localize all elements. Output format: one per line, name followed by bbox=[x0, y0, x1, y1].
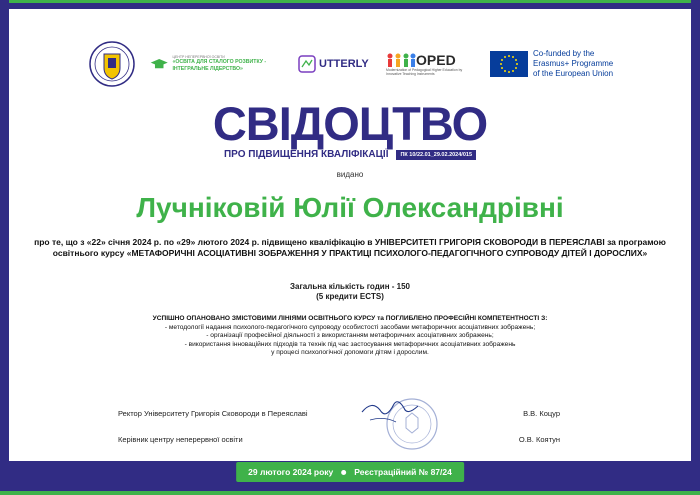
eu-flag-icon bbox=[490, 51, 528, 77]
edu-logo-top: ЦЕНТР НЕПЕРЕРВНОЇ ОСВІТИ bbox=[172, 55, 225, 59]
certificate-subtitle: ПРО ПІДВИЩЕННЯ КВАЛІФІКАЦІЇ bbox=[223, 149, 389, 160]
oped-people-icon bbox=[386, 52, 416, 68]
signatory-role: Ректор Університету Григорія Сковороди в Переяславі bbox=[118, 409, 308, 418]
recipient-name: Лучніковій Юлії Олександрівні bbox=[136, 192, 564, 223]
competence-item: - використання інноваційних підходів та технік під час застосування метафоричних асоціативних зображень bbox=[184, 340, 516, 348]
signature-row-head bbox=[118, 435, 560, 444]
hours-total: Загальна кількість годин - 150 bbox=[290, 282, 410, 291]
signatory-role: Керівник центру неперервної освіти bbox=[118, 435, 243, 444]
university-crest-icon bbox=[88, 40, 136, 88]
eu-line-2: Erasmus+ Programme bbox=[533, 59, 614, 68]
top-green-band bbox=[0, 0, 700, 3]
signatory-name: О.В. Коятун bbox=[518, 435, 560, 444]
hours-block bbox=[0, 282, 700, 302]
competence-item: у процесі психологічної допомоги дітям і дорослим. bbox=[271, 349, 429, 356]
education-center-logo bbox=[150, 55, 290, 73]
logo-row bbox=[88, 38, 660, 90]
registration-code: ПК 10/22.01_29.02.2024/015 bbox=[396, 150, 476, 160]
oped-logo-text: OPED bbox=[416, 51, 456, 68]
subtitle-row bbox=[0, 149, 700, 160]
competence-block bbox=[30, 315, 670, 358]
left-frame bbox=[0, 0, 9, 495]
separator-dot-icon bbox=[341, 470, 346, 475]
graduation-cap-icon bbox=[150, 55, 168, 73]
hours-credits: (5 кредити ECTS) bbox=[316, 292, 384, 301]
competence-item: - організації професійної діяльності з використанням метафоричних асоціативних зображень; bbox=[206, 332, 494, 339]
certificate-title: СВІДОЦТВО bbox=[212, 97, 488, 150]
signature-row-rector bbox=[118, 409, 560, 418]
competence-item: - методології надання психолого-педагогічного супроводу особистості засобами метафоричних асоціативних зображень; bbox=[164, 323, 536, 331]
utterly-logo bbox=[298, 53, 386, 75]
competence-heading: УСПІШНО ОПАНОВАНО ЗМІСТОВИМИ ЛІНІЯМИ ОСВІТНЬОГО КУРСУ та ПОГЛИБЛЕНО ПРОФЕСІЙНІ КОМПЕТЕНТНОСТІ З: bbox=[152, 315, 548, 322]
footer-registration: Реєстраційний № 87/24 bbox=[354, 467, 452, 477]
footer-date: 29 лютого 2024 року bbox=[248, 467, 334, 477]
erasmus-logo bbox=[490, 49, 613, 79]
edu-logo-main: «ОСВІТА ДЛЯ СТАЛОГО РОЗВИТКУ - ІНТЕГРАЛЬНЕ ЛІДЕРСТВО» bbox=[172, 59, 267, 72]
issued-label: видано bbox=[336, 170, 364, 179]
right-frame bbox=[691, 0, 700, 495]
signatory-name: В.В. Коцур bbox=[523, 409, 560, 418]
utterly-logo-text: UTTERLY bbox=[319, 58, 369, 70]
oped-logo-subtitle: Modernization of Pedagogical Higher Education by Innovative Teaching Instruments bbox=[386, 67, 463, 76]
footer-date-registration bbox=[236, 462, 464, 482]
eu-line-1: Co-funded by the bbox=[533, 49, 595, 58]
certificate-description: про те, що з «22» січня 2024 р. по «29» лютого 2024 р. підвищено кваліфікацію в УНІВЕРСИТЕТІ ГРИГОРІЯ СКОВОРОДИ В ПЕРЕЯСЛАВІ за програмою освітнього курсу «МЕТАФОРИЧНІ АСОЦІАТИВНІ ЗОБРАЖЕННЯ У ПРАКТИЦІ ПСИХОЛОГО-ПЕДАГОГІЧНОГО СУПРОВОДУ ДІТЕЙ І ДОРОСЛИХ» bbox=[34, 237, 666, 258]
utterly-mark-icon bbox=[298, 53, 316, 75]
eu-line-3: of the European Union bbox=[533, 69, 614, 78]
oped-logo bbox=[386, 52, 478, 77]
bottom-green-band bbox=[0, 491, 700, 495]
